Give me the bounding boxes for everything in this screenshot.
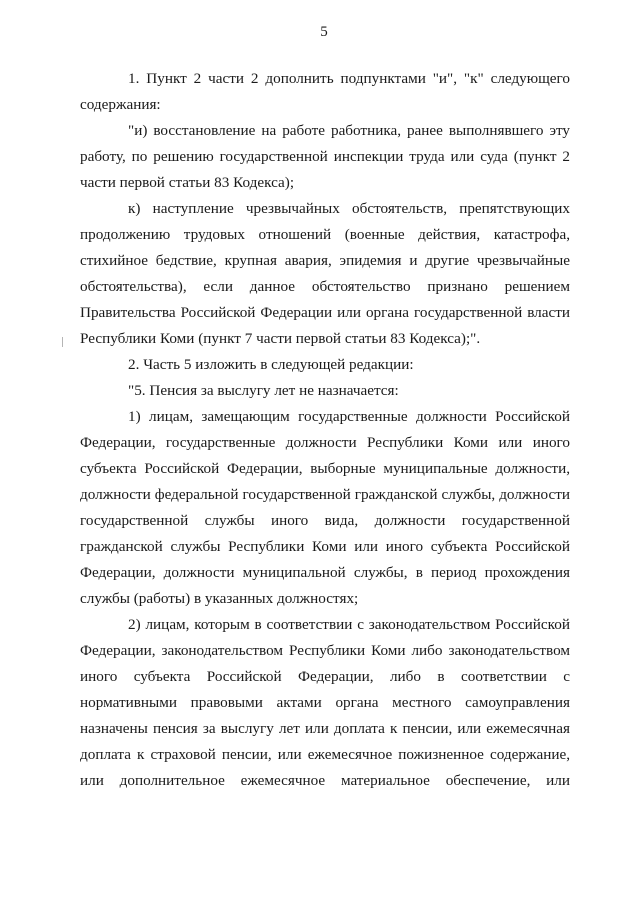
page-number: 5 — [320, 24, 328, 40]
paragraph-subitem-i: "и) восстановление на работе работника, ранее выполнявшего эту работу, по решению государственной инспекции труда или суда (пункт 2 части первой статьи 83 Кодекса); — [80, 122, 570, 191]
paragraph-amendment-1: 1. Пункт 2 части 2 дополнить подпунктами "и", "к" следующего содержания: — [80, 70, 570, 113]
paragraph-subitem-k: к) наступление чрезвычайных обстоятельств, препятствующих продолжению трудовых отношений (военные действия, катастрофа, стихийное бедствие, крупная авария, эпидемия и другие чрезвычайные обстоятельства), если данное обстоятельство признано решением Правительства Российской Федерации или органа государственной власти Республики Коми (пункт 7 части первой статьи 83 Кодекса);". — [80, 200, 570, 347]
paragraph-item-1: 1) лицам, замещающим государственные должности Российской Федерации, государственные должности Республики Коми или иного субъекта Российской Федерации, выборные муниципальные должности, должности федеральной государственной гражданской службы, должности государственной службы иного вида, должности государственной гражданской службы Республики Коми или иного субъекта Российской Федерации, должности муниципальной службы, в период прохождения службы (работы) в указанных должностях; — [80, 408, 570, 607]
paragraph-part-5-heading: "5. Пенсия за выслугу лет не назначается: — [128, 382, 399, 399]
document-body — [80, 66, 570, 794]
paragraph-amendment-2: 2. Часть 5 изложить в следующей редакции: — [128, 356, 414, 373]
margin-mark — [62, 337, 63, 347]
paragraph-item-2: 2) лицам, которым в соответствии с законодательством Российской Федерации, законодательством Республики Коми либо законодательством иного субъекта Российской Федерации, либо в соответствии с нормативными правовыми актами органа местного самоуправления назначены пенсия за выслугу лет или доплата к пенсии, или ежемесячная доплата к страховой пенсии, или ежемесячное пожизненное содержание, или дополнительное ежемесячное материальное обеспечение, или — [80, 616, 570, 789]
